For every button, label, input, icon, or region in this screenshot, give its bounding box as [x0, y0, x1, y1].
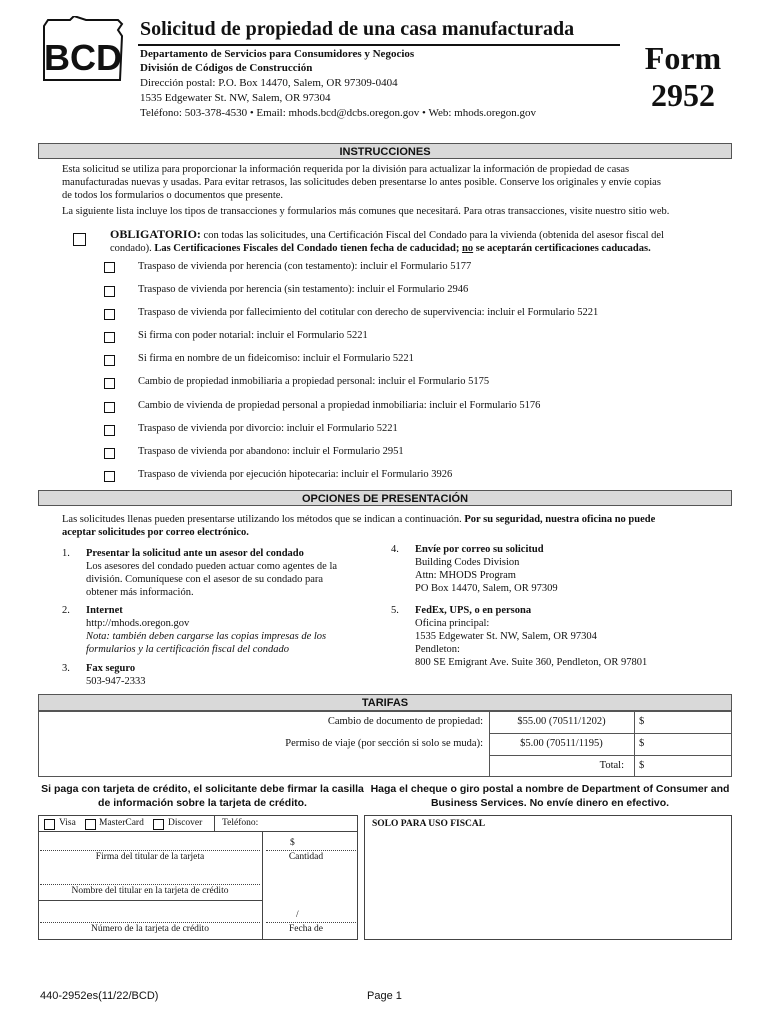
mandatory-no: no — [462, 243, 474, 254]
visa-label: Visa — [59, 818, 76, 828]
option-line: Los asesores del condado pueden actuar como agentes de la — [86, 561, 338, 572]
transaction-item: Cambio de propiedad inmobiliaria a propiedad personal: incluir el Formulario 5175 — [138, 376, 490, 387]
transaction-item: Traspaso de vivienda por herencia (con testamento): incluir el Formulario 5177 — [138, 261, 472, 272]
option-4 — [415, 543, 558, 595]
form-code: 440-2952es(11/22/BCD) — [40, 990, 159, 1002]
card-signature-note: Si paga con tarjeta de crédito, el solicitante debe firmar la casilla de información sobre la tarjeta de crédito. — [41, 783, 364, 809]
discover-label: Discover — [168, 818, 203, 828]
instructions-list-intro: La siguiente lista incluye los tipos de transacciones y formularios más comunes que necesitará. Para otras transacciones, visite nuestro sitio web. — [62, 206, 670, 217]
option-line: 800 SE Emigrant Ave. Suite 360, Pendleton, OR 97801 — [415, 657, 648, 668]
bcd-logo — [40, 16, 126, 84]
department-name: Departamento de Servicios para Consumidores y Negocios — [140, 48, 415, 60]
fee-row — [39, 756, 731, 777]
item-checkbox[interactable] — [104, 425, 115, 436]
option-title: Envíe por correo su solicitud — [415, 544, 544, 555]
option-title: Internet — [86, 605, 123, 616]
box-divider — [262, 832, 263, 940]
item-checkbox[interactable] — [104, 448, 115, 459]
form-word: Form — [644, 40, 722, 76]
item-checkbox[interactable] — [104, 309, 115, 320]
visa-checkbox[interactable] — [44, 819, 55, 830]
option-line: Pendleton: — [415, 644, 460, 655]
mandatory-text: condado). — [110, 243, 155, 254]
phone-label: Teléfono: — [222, 818, 259, 828]
instructions-line: manufacturadas nuevas y usadas. Para evitar retrasos, las solicitudes deben presentarse lo antes posible. Conserve los originales y envíe copias — [62, 177, 661, 188]
box-divider — [38, 831, 358, 832]
option-number: 2. — [62, 605, 70, 616]
card-number-label: Número de la tarjeta de crédito — [91, 924, 209, 934]
fee-row — [39, 734, 731, 755]
expiry-label: Fecha de — [288, 924, 324, 934]
submission-intro — [62, 513, 655, 539]
check-payable-note: Haga el cheque o giro postal a nombre de Department of Consumer and Business Services. No envíe dinero en efectivo. — [370, 783, 730, 809]
fee-dollar-field[interactable]: $ — [639, 738, 645, 749]
card-number-line[interactable] — [40, 922, 260, 923]
option-line: 1535 Edgewater St. NW, Salem, OR 97304 — [415, 631, 597, 642]
submission-intro-bold: aceptar solicitudes por correo electrónico. — [62, 527, 249, 538]
submission-intro-text: Las solicitudes llenas pueden presentarse utilizando los métodos que se indican a continuación. — [62, 514, 465, 525]
discover-checkbox[interactable] — [153, 819, 164, 830]
option-number: 4. — [391, 544, 399, 555]
transaction-item: Traspaso de vivienda por fallecimiento del cotitular con derecho de supervivencia: incluir el Formulario 5221 — [138, 307, 599, 318]
option-number: 3. — [62, 663, 70, 674]
mandatory-text: con todas las solicitudes, una Certificación Fiscal del Condado para la vivienda (obtenida del asesor fiscal del — [200, 230, 664, 241]
option-title: FedEx, UPS, o en persona — [415, 605, 532, 616]
transaction-item: Traspaso de vivienda por divorcio: incluir el Formulario 5221 — [138, 423, 398, 434]
instructions-line: Esta solicitud se utiliza para proporcionar la información requerida por la división para actualizar la información de propiedad de casas — [62, 164, 630, 175]
amount-line[interactable] — [266, 850, 356, 851]
date-slash: / — [296, 910, 299, 920]
item-checkbox[interactable] — [104, 262, 115, 273]
option-line: Building Codes Division — [415, 557, 520, 568]
option-5 — [415, 604, 647, 669]
street-address: 1535 Edgewater St. NW, Salem, OR 97304 — [140, 92, 331, 104]
option-note: Nota: también deben cargarse las copias impresas de los — [86, 631, 327, 642]
item-checkbox[interactable] — [104, 378, 115, 389]
fee-dollar-field[interactable]: $ — [639, 716, 645, 727]
option-title: Fax seguro — [86, 663, 136, 674]
form-number: 2952 — [651, 76, 715, 113]
form-number-label — [628, 40, 738, 114]
fee-amount: $5.00 (70511/1195) — [520, 738, 603, 749]
option-line: Attn: MHODS Program — [415, 570, 516, 581]
item-checkbox[interactable] — [104, 332, 115, 343]
signature-label: Firma del titular de la tarjeta — [95, 852, 205, 862]
option-line: obtener más información. — [86, 587, 194, 598]
fee-amount: $55.00 (70511/1202) — [517, 716, 606, 727]
title-rule — [138, 44, 620, 46]
signature-line[interactable] — [40, 850, 260, 851]
transaction-item: Si firma en nombre de un fideicomiso: incluir el Formulario 5221 — [138, 353, 414, 364]
option-note: formularios y la certificación fiscal del condado — [86, 644, 289, 655]
fees-table — [38, 711, 732, 777]
box-divider — [214, 815, 215, 831]
option-number: 5. — [391, 605, 399, 616]
fee-row — [39, 712, 731, 733]
cardholder-name-line[interactable] — [40, 884, 260, 885]
item-checkbox[interactable] — [104, 471, 115, 482]
transaction-item: Traspaso de vivienda por abandono: incluir el Formulario 2951 — [138, 446, 404, 457]
fiscal-use-label: SOLO PARA USO FISCAL — [372, 819, 486, 829]
mandatory-label: OBLIGATORIO: — [110, 227, 201, 241]
instructions-paragraph — [62, 163, 722, 218]
transaction-item: Cambio de vivienda de propiedad personal a propiedad inmobiliaria: incluir el Formulario 5176 — [138, 400, 541, 411]
submission-heading: OPCIONES DE PRESENTACIÓN — [38, 490, 732, 506]
fee-total-label: Total: — [599, 760, 624, 771]
item-checkbox[interactable] — [104, 286, 115, 297]
mandatory-bold-text: Las Certificaciones Fiscales del Condado tienen fecha de caducidad; — [154, 243, 463, 254]
mandatory-checkbox[interactable] — [73, 233, 86, 246]
option-link[interactable]: http://mhods.oregon.gov — [86, 618, 190, 629]
item-checkbox[interactable] — [104, 355, 115, 366]
fiscal-use-box — [364, 815, 732, 940]
option-line: división. Comuníquese con el asesor de su condado para — [86, 574, 324, 585]
option-2 — [86, 604, 326, 656]
fees-heading: TARIFAS — [38, 694, 732, 711]
logo-text: BCD — [44, 37, 122, 78]
cardholder-name-label: Nombre del titular en la tarjeta de crédito — [71, 886, 229, 896]
option-line: PO Box 14470, Salem, OR 97309 — [415, 583, 558, 594]
postal-address: Dirección postal: P.O. Box 14470, Salem, OR 97309-0404 — [140, 77, 398, 89]
transaction-item: Si firma con poder notarial: incluir el Formulario 5221 — [138, 330, 368, 341]
fee-label: Cambio de documento de propiedad: — [327, 716, 483, 727]
fee-label: Permiso de viaje (por sección si solo se muda): — [285, 738, 483, 749]
transaction-item: Traspaso de vivienda por ejecución hipotecaria: incluir el Formulario 3926 — [138, 469, 453, 480]
mandatory-bold-text: se aceptarán certificaciones caducadas. — [473, 243, 651, 254]
page-number: Page 1 — [367, 990, 402, 1002]
option-3 — [86, 662, 146, 688]
option-1 — [86, 547, 337, 599]
submission-intro-bold: Por su seguridad, nuestra oficina no puede — [464, 514, 656, 525]
option-line: 503-947-2333 — [86, 676, 146, 687]
instructions-line: de todos los formularios o documentos que presente. — [62, 190, 284, 201]
expiry-line[interactable] — [266, 922, 356, 923]
contact-line: Teléfono: 503-378-4530 • Email: mhods.bcd@dcbs.oregon.gov • Web: mhods.oregon.gov — [140, 107, 537, 119]
option-number: 1. — [62, 548, 70, 559]
amount-dollar: $ — [290, 838, 295, 848]
transaction-item: Traspaso de vivienda por herencia (sin testamento): incluir el Formulario 2946 — [138, 284, 469, 295]
box-divider — [38, 900, 262, 901]
mandatory-note — [110, 228, 664, 255]
mastercard-checkbox[interactable] — [85, 819, 96, 830]
mastercard-label: MasterCard — [99, 818, 144, 828]
instructions-heading: INSTRUCCIONES — [38, 143, 732, 159]
option-line: Oficina principal: — [415, 618, 490, 629]
item-checkbox[interactable] — [104, 402, 115, 413]
division-name: División de Códigos de Construcción — [140, 62, 313, 74]
option-title: Presentar la solicitud ante un asesor del condado — [86, 548, 304, 559]
form-title: Solicitud de propiedad de una casa manufacturada — [140, 18, 575, 40]
amount-label: Cantidad — [288, 852, 324, 862]
fee-dollar-field[interactable]: $ — [639, 760, 645, 771]
